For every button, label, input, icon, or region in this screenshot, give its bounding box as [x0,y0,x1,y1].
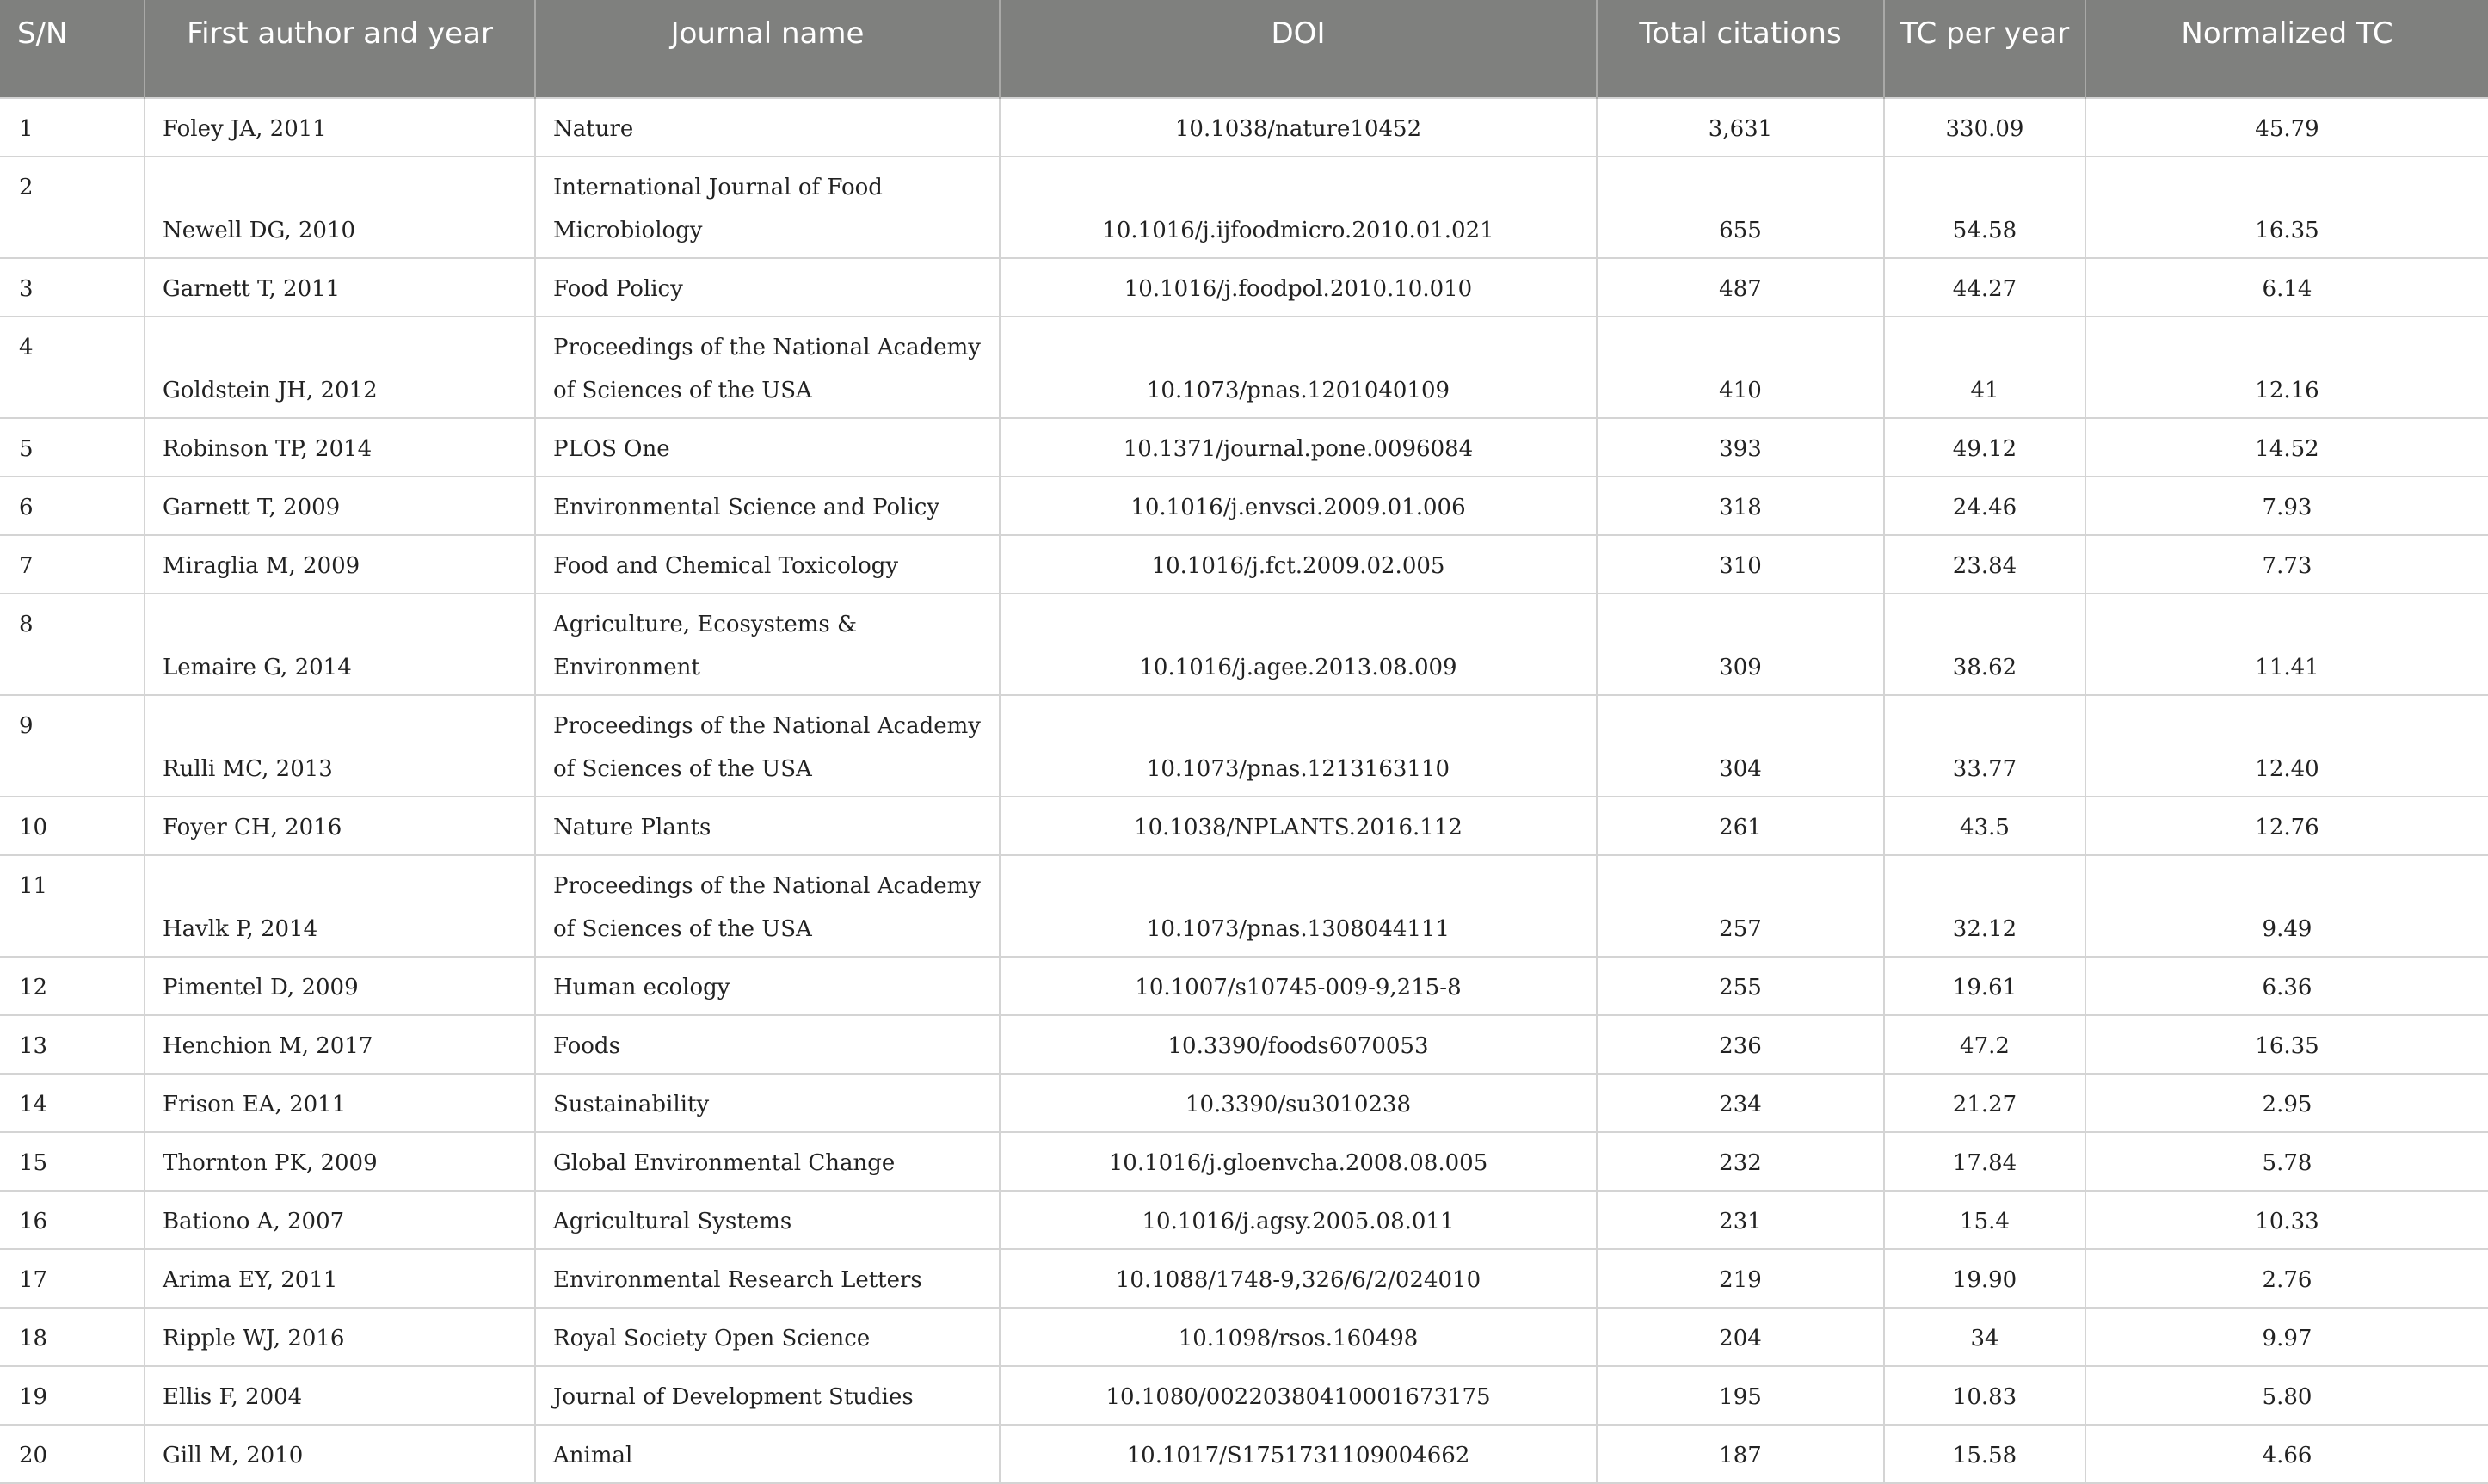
cell-tc-per-year: 19.61 [1884,957,2085,1015]
cell-total-citations: 236 [1597,1015,1884,1074]
cell-tc-per-year: 330.09 [1884,98,2085,157]
cell-normalized-tc: 10.33 [2085,1191,2488,1249]
cell-author: Lemaire G, 2014 [145,594,535,695]
cell-journal: International Journal of Food Microbiology [535,157,1000,258]
cell-total-citations: 195 [1597,1366,1884,1425]
cell-author: Ripple WJ, 2016 [145,1308,535,1366]
cell-sn: 8 [0,594,145,695]
cell-normalized-tc: 2.76 [2085,1249,2488,1308]
cell-doi: 10.3390/su3010238 [1000,1074,1597,1132]
cell-tc-per-year: 54.58 [1884,157,2085,258]
cell-total-citations: 187 [1597,1425,1884,1483]
table-row [0,1366,2488,1425]
table-body [0,98,2488,1483]
cell-journal: Royal Society Open Science [535,1308,1000,1366]
table-row [0,797,2488,855]
cell-journal: Sustainability [535,1074,1000,1132]
cell-doi: 10.1016/j.foodpol.2010.10.010 [1000,258,1597,317]
cell-author: Garnett T, 2009 [145,477,535,535]
cell-sn: 12 [0,957,145,1015]
cell-journal: Environmental Science and Policy [535,477,1000,535]
table-row [0,1249,2488,1308]
cell-tc-per-year: 19.90 [1884,1249,2085,1308]
cell-doi: 10.1016/j.fct.2009.02.005 [1000,535,1597,594]
cell-tc-per-year: 23.84 [1884,535,2085,594]
cell-author: Pimentel D, 2009 [145,957,535,1015]
cell-doi: 10.3390/foods6070053 [1000,1015,1597,1074]
cell-author: Miraglia M, 2009 [145,535,535,594]
cell-tc-per-year: 24.46 [1884,477,2085,535]
cell-normalized-tc: 16.35 [2085,157,2488,258]
cell-author: Newell DG, 2010 [145,157,535,258]
cell-normalized-tc: 5.78 [2085,1132,2488,1191]
cell-normalized-tc: 12.40 [2085,695,2488,797]
cell-total-citations: 304 [1597,695,1884,797]
cell-total-citations: 655 [1597,157,1884,258]
table-row [0,477,2488,535]
cell-doi: 10.1038/NPLANTS.2016.112 [1000,797,1597,855]
cell-normalized-tc: 6.36 [2085,957,2488,1015]
cell-sn: 15 [0,1132,145,1191]
cell-normalized-tc: 7.73 [2085,535,2488,594]
header-row [0,0,2488,98]
cell-journal: Food Policy [535,258,1000,317]
cell-tc-per-year: 21.27 [1884,1074,2085,1132]
cell-total-citations: 234 [1597,1074,1884,1132]
cell-doi: 10.1016/j.ijfoodmicro.2010.01.021 [1000,157,1597,258]
cell-journal: Nature Plants [535,797,1000,855]
table-header [0,0,2488,98]
cell-doi: 10.1016/j.agee.2013.08.009 [1000,594,1597,695]
cell-tc-per-year: 10.83 [1884,1366,2085,1425]
cell-sn: 7 [0,535,145,594]
cell-author: Rulli MC, 2013 [145,695,535,797]
cell-doi: 10.1017/S1751731109004662 [1000,1425,1597,1483]
cell-tc-per-year: 32.12 [1884,855,2085,957]
cell-author: Frison EA, 2011 [145,1074,535,1132]
cell-total-citations: 410 [1597,317,1884,418]
cell-sn: 16 [0,1191,145,1249]
cell-normalized-tc: 45.79 [2085,98,2488,157]
cell-author: Ellis F, 2004 [145,1366,535,1425]
cell-normalized-tc: 14.52 [2085,418,2488,477]
cell-tc-per-year: 17.84 [1884,1132,2085,1191]
cell-tc-per-year: 49.12 [1884,418,2085,477]
cell-total-citations: 255 [1597,957,1884,1015]
cell-journal: Proceedings of the National Academy of Sciences of the USA [535,317,1000,418]
header-author: First author and year [145,0,535,98]
cell-tc-per-year: 47.2 [1884,1015,2085,1074]
cell-total-citations: 393 [1597,418,1884,477]
cell-normalized-tc: 12.76 [2085,797,2488,855]
cell-tc-per-year: 33.77 [1884,695,2085,797]
cell-doi: 10.1073/pnas.1201040109 [1000,317,1597,418]
cell-tc-per-year: 15.58 [1884,1425,2085,1483]
cell-author: Garnett T, 2011 [145,258,535,317]
cell-doi: 10.1016/j.envsci.2009.01.006 [1000,477,1597,535]
cell-total-citations: 204 [1597,1308,1884,1366]
cell-journal: Human ecology [535,957,1000,1015]
cell-sn: 10 [0,797,145,855]
cell-author: Foyer CH, 2016 [145,797,535,855]
cell-author: Henchion M, 2017 [145,1015,535,1074]
table-row [0,1074,2488,1132]
cell-total-citations: 309 [1597,594,1884,695]
cell-doi: 10.1073/pnas.1308044111 [1000,855,1597,957]
cell-tc-per-year: 15.4 [1884,1191,2085,1249]
cell-normalized-tc: 2.95 [2085,1074,2488,1132]
cell-author: Goldstein JH, 2012 [145,317,535,418]
cell-total-citations: 318 [1597,477,1884,535]
cell-journal: Food and Chemical Toxicology [535,535,1000,594]
header-doi: DOI [1000,0,1597,98]
table-row [0,695,2488,797]
cell-journal: PLOS One [535,418,1000,477]
cell-author: Gill M, 2010 [145,1425,535,1483]
cell-doi: 10.1016/j.agsy.2005.08.011 [1000,1191,1597,1249]
cell-sn: 20 [0,1425,145,1483]
cell-normalized-tc: 6.14 [2085,258,2488,317]
cell-total-citations: 261 [1597,797,1884,855]
table-row [0,317,2488,418]
cell-normalized-tc: 5.80 [2085,1366,2488,1425]
table-row [0,1308,2488,1366]
cell-author: Foley JA, 2011 [145,98,535,157]
cell-tc-per-year: 44.27 [1884,258,2085,317]
cell-author: Arima EY, 2011 [145,1249,535,1308]
cell-sn: 5 [0,418,145,477]
cell-sn: 11 [0,855,145,957]
cell-tc-per-year: 34 [1884,1308,2085,1366]
cell-normalized-tc: 16.35 [2085,1015,2488,1074]
cell-journal: Global Environmental Change [535,1132,1000,1191]
cell-tc-per-year: 41 [1884,317,2085,418]
header-journal: Journal name [535,0,1000,98]
table-row [0,957,2488,1015]
table-row [0,157,2488,258]
cell-journal: Environmental Research Letters [535,1249,1000,1308]
table-row [0,535,2488,594]
cell-doi: 10.1073/pnas.1213163110 [1000,695,1597,797]
cell-normalized-tc: 9.97 [2085,1308,2488,1366]
cell-sn: 19 [0,1366,145,1425]
cell-journal: Agriculture, Ecosystems & Environment [535,594,1000,695]
cell-total-citations: 257 [1597,855,1884,957]
table-row [0,418,2488,477]
cell-doi: 10.1371/journal.pone.0096084 [1000,418,1597,477]
cell-normalized-tc: 9.49 [2085,855,2488,957]
table-row [0,855,2488,957]
cell-total-citations: 232 [1597,1132,1884,1191]
header-tc-per-year: TC per year [1884,0,2085,98]
cell-doi: 10.1007/s10745-009-9,215-8 [1000,957,1597,1015]
cell-journal: Journal of Development Studies [535,1366,1000,1425]
cell-normalized-tc: 12.16 [2085,317,2488,418]
cell-sn: 6 [0,477,145,535]
table-row [0,1132,2488,1191]
cell-journal: Agricultural Systems [535,1191,1000,1249]
cell-doi: 10.1088/1748-9,326/6/2/024010 [1000,1249,1597,1308]
cell-normalized-tc: 11.41 [2085,594,2488,695]
cell-author: Bationo A, 2007 [145,1191,535,1249]
table-row [0,594,2488,695]
cell-doi: 10.1038/nature10452 [1000,98,1597,157]
table-row [0,1425,2488,1483]
cell-author: Thornton PK, 2009 [145,1132,535,1191]
cell-author: Robinson TP, 2014 [145,418,535,477]
table-row [0,258,2488,317]
cell-journal: Nature [535,98,1000,157]
header-sn: S/N [0,0,145,98]
cell-total-citations: 219 [1597,1249,1884,1308]
cell-doi: 10.1016/j.gloenvcha.2008.08.005 [1000,1132,1597,1191]
cell-sn: 3 [0,258,145,317]
cell-sn: 2 [0,157,145,258]
cell-sn: 1 [0,98,145,157]
cell-total-citations: 3,631 [1597,98,1884,157]
cell-normalized-tc: 4.66 [2085,1425,2488,1483]
cell-normalized-tc: 7.93 [2085,477,2488,535]
table-row [0,98,2488,157]
cell-journal: Foods [535,1015,1000,1074]
cell-total-citations: 487 [1597,258,1884,317]
cell-journal: Proceedings of the National Academy of Sciences of the USA [535,855,1000,957]
cell-sn: 9 [0,695,145,797]
cell-author: Havlk P, 2014 [145,855,535,957]
cell-doi: 10.1098/rsos.160498 [1000,1308,1597,1366]
cell-sn: 4 [0,317,145,418]
cell-sn: 18 [0,1308,145,1366]
cell-sn: 13 [0,1015,145,1074]
cell-tc-per-year: 38.62 [1884,594,2085,695]
cell-journal: Proceedings of the National Academy of Sciences of the USA [535,695,1000,797]
cell-total-citations: 231 [1597,1191,1884,1249]
cell-sn: 17 [0,1249,145,1308]
cell-total-citations: 310 [1597,535,1884,594]
table-row [0,1015,2488,1074]
cell-sn: 14 [0,1074,145,1132]
cell-journal: Animal [535,1425,1000,1483]
table-row [0,1191,2488,1249]
header-normalized-tc: Normalized TC [2085,0,2488,98]
header-total-citations: Total citations [1597,0,1884,98]
cell-doi: 10.1080/00220380410001673175 [1000,1366,1597,1425]
cell-tc-per-year: 43.5 [1884,797,2085,855]
